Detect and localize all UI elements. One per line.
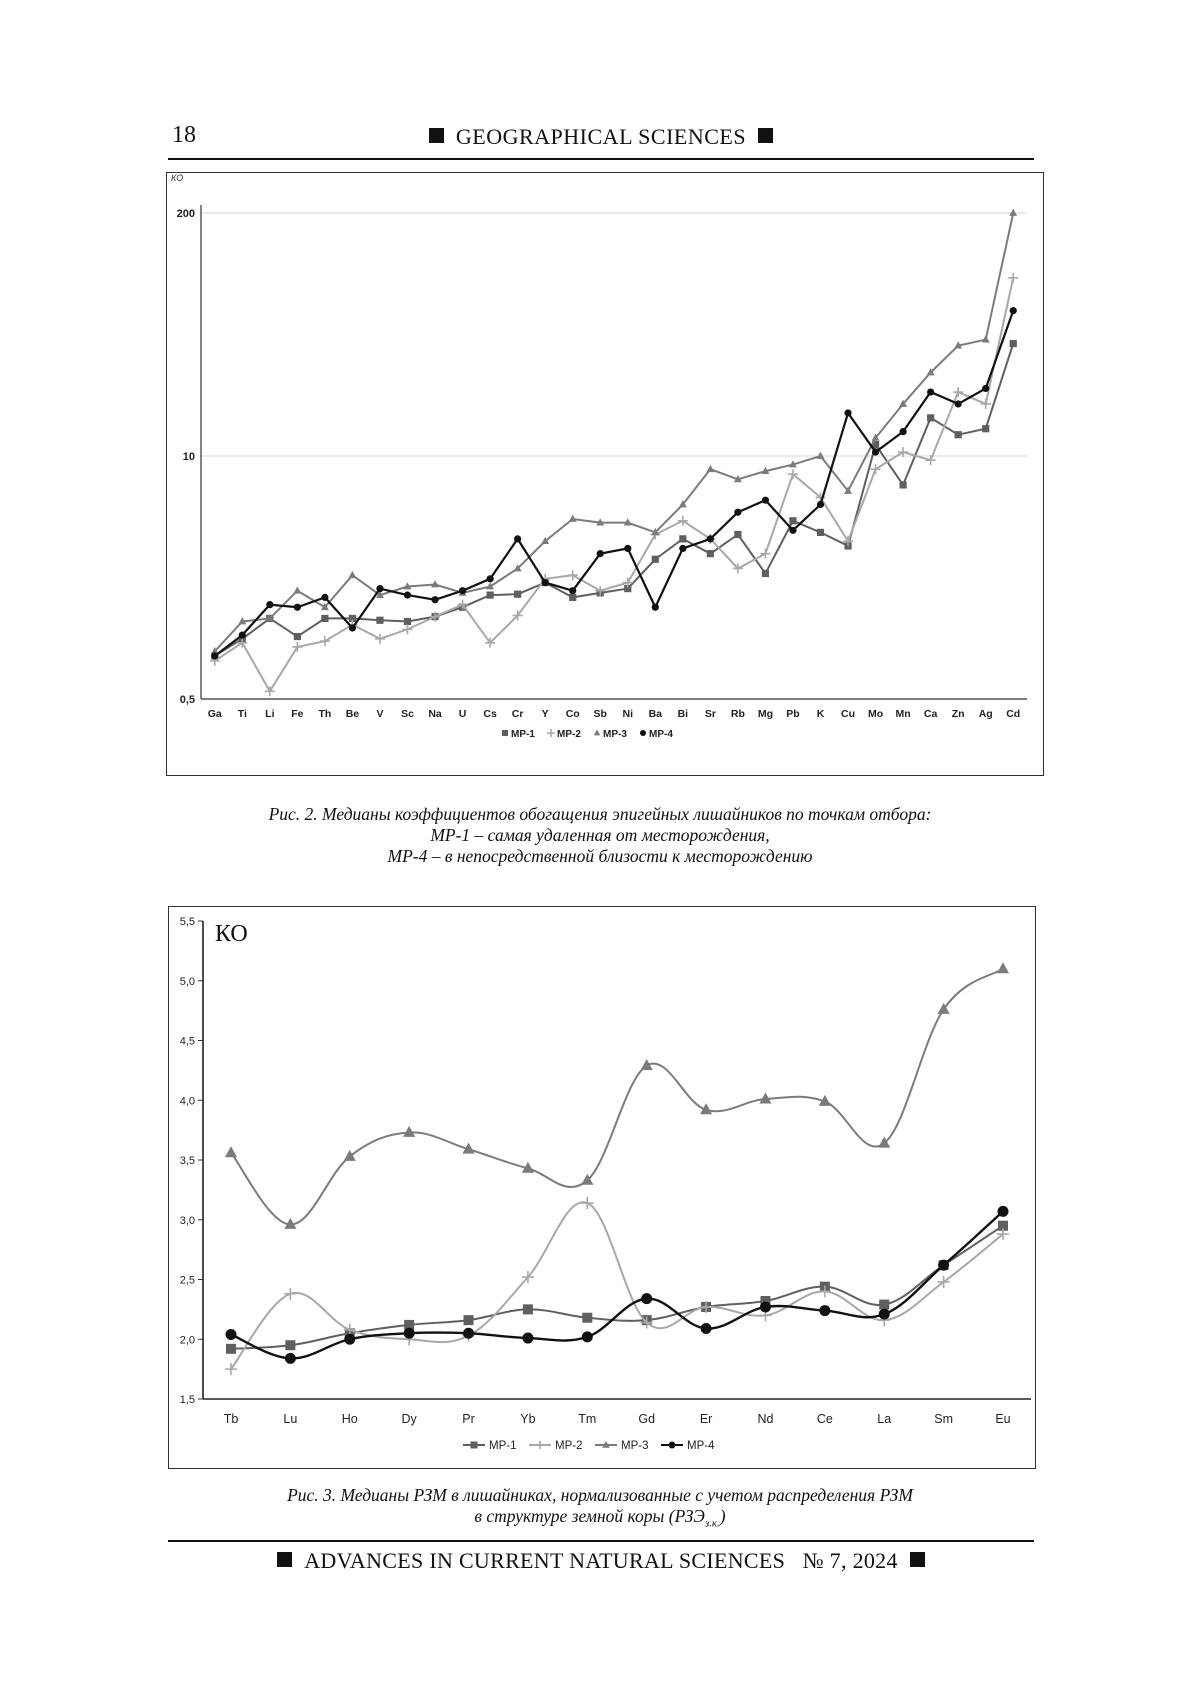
data-point [344,1150,356,1161]
data-point [463,1328,474,1339]
data-point [819,1305,830,1316]
x-tick-label: Sr [704,708,716,720]
data-point [431,596,438,603]
data-point [375,634,385,644]
caption-line: МР-1 – самая удаленная от месторождения, [430,825,770,845]
page-footer [168,1548,1034,1574]
data-point [1009,209,1017,216]
x-tick-label: Ag [978,708,993,720]
x-tick-label: Mn [895,708,911,720]
section-title [168,124,1034,150]
data-point [597,550,604,557]
data-point [707,550,714,557]
legend-label: МР-1 [511,729,535,740]
data-point [844,409,851,416]
x-tick-label: Ce [816,1412,833,1426]
data-point [404,1328,415,1339]
data-point [226,1344,236,1354]
data-point [569,515,577,522]
data-point [348,571,356,578]
y-tick-label: 3,5 [179,1155,195,1167]
data-point [706,465,714,472]
data-point [624,545,631,552]
data-point [1008,273,1018,283]
x-tick-label: Ga [207,708,222,720]
series-line [215,311,1013,656]
data-point [927,388,934,395]
y-tick-label: 2,5 [179,1274,195,1287]
caption-line: Рис. 3. Медианы РЗМ в лишайниках, нормализованные с учетом распределения РЗМ [287,1485,913,1505]
data-point [514,591,521,598]
data-point [404,591,411,598]
page-header [168,118,1034,158]
x-tick-label: Th [318,708,332,720]
caption-line: МР-4 – в непосредственной близости к месторождению [387,846,813,866]
data-point [569,587,576,594]
figure-2-chart [167,173,1042,774]
caption-line: Рис. 2. Медианы коэффициентов обогащения эпигейных лишайников по точкам отбора: [268,804,932,824]
x-tick-label: Y [541,708,549,720]
data-point [652,604,659,611]
x-tick-label: Yb [520,1412,536,1426]
series-2 [225,1197,1009,1375]
data-point [879,1300,889,1310]
legend-marker [669,1442,676,1449]
data-point [926,455,936,465]
y-tick-label: 3,0 [179,1214,195,1227]
x-tick-label: Zn [951,708,965,720]
x-tick-label: Nd [757,1412,774,1426]
legend-marker [594,729,601,735]
x-tick-label: Cr [511,708,524,720]
footer-journal: ADVANCES IN CURRENT NATURAL SCIENCES [304,1548,786,1573]
x-tick-label: Dy [401,1412,417,1426]
x-tick-label: Ho [341,1412,358,1426]
footer-rule [168,1540,1034,1542]
series-4 [226,1206,1009,1364]
data-point [464,1315,474,1325]
legend-label: МР-2 [557,729,581,740]
data-point [762,497,769,504]
data-point [239,631,246,638]
figure-3-caption [160,1485,1040,1535]
data-point [582,1313,592,1323]
x-tick-label: Na [428,708,442,720]
caption-subscript: з.к. [704,1517,720,1530]
y-tick-label: 200 [176,208,195,220]
x-tick-label: Li [265,708,275,720]
series-1 [211,340,1017,660]
y-tick-label: 2,0 [179,1334,195,1347]
data-point [568,570,578,580]
legend-label: МР-4 [649,729,673,740]
data-point [523,1304,533,1314]
data-point [817,452,825,459]
caption-text: в структуре земной коры (РЗЭ [474,1506,705,1526]
data-point [734,531,741,538]
y-tick-label: 5,5 [179,916,195,928]
data-point [459,587,466,594]
data-point [871,464,881,474]
data-point [678,516,688,526]
data-point [762,570,769,577]
data-point [982,425,989,432]
data-point [652,556,659,563]
data-point [734,509,741,516]
legend-label: MP-4 [687,1440,715,1452]
data-point [487,591,494,598]
x-tick-label: Co [565,708,580,720]
x-tick-label: Fe [291,708,304,720]
data-point [404,618,411,625]
x-tick-label: Sm [934,1412,953,1426]
series-2 [210,273,1018,696]
data-point [321,594,328,601]
legend-marker [502,730,508,736]
data-point [679,535,686,542]
data-point [817,501,824,508]
data-point [817,529,824,536]
footer-issue: № 7, 2024 [802,1548,898,1573]
data-point [982,335,990,342]
data-point [982,385,989,392]
data-point [955,400,962,407]
y-axis-label: КО [171,173,184,183]
data-point [582,1331,593,1342]
x-tick-label: Cs [483,708,497,720]
x-tick-label: Tb [223,1412,239,1426]
square-bullet-icon [429,128,444,143]
y-tick-label: 1,5 [179,1394,195,1406]
legend-marker [471,1442,478,1449]
figure-2-caption [160,804,1040,867]
data-point [522,1333,533,1344]
figure-2-frame [166,172,1044,776]
caption-line [160,1506,1040,1535]
x-tick-label: Rb [730,708,745,720]
figure-3-frame [168,906,1036,1469]
data-point [707,535,714,542]
series-3 [225,962,1009,1229]
legend-label: MP-2 [555,1440,583,1452]
x-tick-label: Sb [593,708,607,720]
square-bullet-icon [910,1552,925,1567]
data-point [285,1353,296,1364]
x-tick-label: V [376,708,384,720]
x-tick-label: Be [345,708,360,720]
header-rule [168,158,1034,160]
data-point [997,962,1009,973]
x-tick-label: Pb [786,708,800,720]
caption-text: ) [719,1506,726,1526]
data-point [542,579,549,586]
x-tick-label: Er [699,1412,713,1426]
data-point [879,1309,890,1320]
data-point [294,633,301,640]
x-tick-label: Ni [622,708,634,720]
data-point [344,1334,355,1345]
y-tick-label: 4,5 [179,1035,195,1048]
data-point [789,517,796,524]
data-point [569,594,576,601]
x-tick-label: Ca [923,708,938,720]
data-point [293,586,301,593]
legend-label: МР-3 [603,729,627,740]
data-point [955,431,962,438]
x-tick-label: Pr [462,1412,475,1426]
x-tick-label: Ti [237,708,247,720]
data-point [211,652,218,659]
data-point [266,601,273,608]
x-tick-label: K [816,708,825,720]
series-4 [211,307,1017,659]
legend-marker [547,729,555,737]
x-tick-label: Bi [677,708,689,720]
data-point [349,624,356,631]
data-point [403,1126,415,1137]
x-tick-label: Gd [638,1412,656,1426]
data-point [403,624,413,634]
legend-label: MP-3 [621,1440,649,1452]
data-point [284,1288,296,1300]
x-tick-label: Lu [283,1412,298,1426]
series-line [231,1202,1003,1369]
x-tick-label: Mg [757,708,774,720]
data-point [376,617,383,624]
data-point [487,575,494,582]
series-line [231,969,1003,1225]
data-point [900,481,907,488]
data-point [789,527,796,534]
x-tick-label: Ba [648,708,663,720]
x-tick-label: U [458,708,467,720]
legend-marker [536,1441,544,1449]
x-tick-label: Sc [401,708,414,720]
data-point [927,414,934,421]
data-point [514,535,521,542]
y-tick-label: 10 [182,451,195,463]
x-tick-label: Mo [867,708,884,720]
data-point [265,686,275,696]
x-tick-label: Tm [578,1412,597,1426]
data-point [320,636,330,646]
series-1 [226,1221,1008,1354]
data-point [900,428,907,435]
data-point [641,1293,652,1304]
data-point [701,1323,712,1334]
data-point [225,1363,237,1375]
data-point [938,1260,949,1271]
data-point [953,387,963,397]
data-point [760,1301,771,1312]
data-point [872,448,879,455]
data-point [1010,307,1017,314]
square-bullet-icon [758,128,773,143]
y-tick-label: 0,5 [179,694,195,706]
data-point [981,399,991,409]
data-point [292,642,302,652]
x-tick-label: Cd [1006,708,1021,720]
figure-3-chart [169,907,1034,1467]
y-tick-label: 4,0 [179,1095,195,1108]
data-point [294,604,301,611]
series-line [215,278,1013,691]
square-bullet-icon [277,1552,292,1567]
data-point [581,1197,593,1209]
data-point [1010,340,1017,347]
y-axis-label: КО [215,921,248,947]
page-number: 18 [172,122,196,148]
data-point [760,549,770,559]
y-tick-label: 5,0 [179,975,195,988]
data-point [679,545,686,552]
legend-label: MP-1 [489,1440,517,1452]
data-point [225,1146,237,1157]
data-point [376,585,383,592]
x-tick-label: La [877,1412,892,1426]
x-tick-label: Eu [995,1412,1011,1426]
data-point [226,1329,237,1340]
section-title-text: GEOGRAPHICAL SCIENCES [455,124,747,149]
data-point [321,615,328,622]
series-line [215,213,1013,651]
x-tick-label: Cu [841,708,856,720]
data-point [998,1206,1009,1217]
legend-marker [640,730,646,736]
data-point [285,1340,295,1350]
